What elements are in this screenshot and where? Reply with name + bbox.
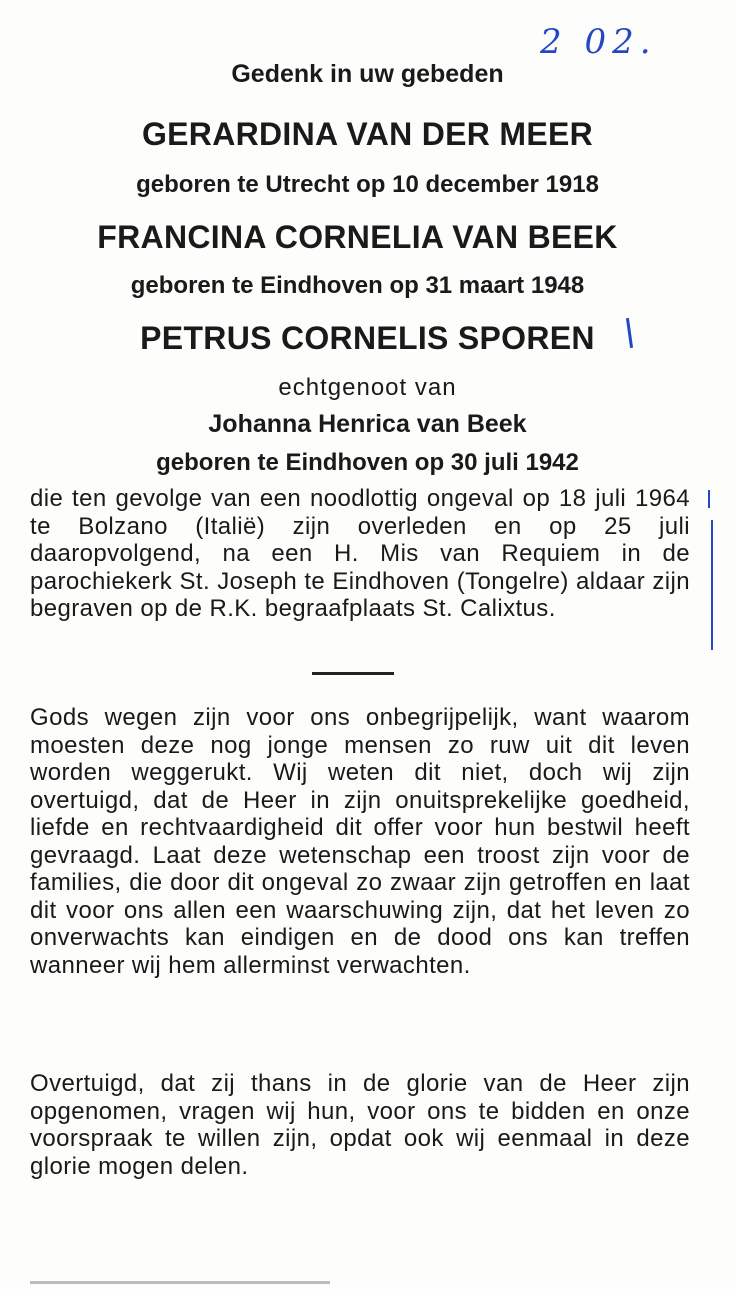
deceased-name-3: PETRUS CORNELIS SPOREN — [140, 320, 595, 356]
pen-mark — [708, 490, 710, 508]
intro-line: Gedenk in uw gebeden — [231, 60, 504, 88]
handwritten-note: 2 02. — [540, 22, 657, 62]
deceased-name-1: GERARDINA VAN DER MEER — [141, 116, 594, 152]
paragraph-reflection: Gods wegen zijn voor ons onbegrijpelijk, want waarom moesten deze nog jonge mensen zo ruw uit dit leven worden weggerukt. Wij weten dit niet, doch wij zijn overtuigd, dat de Heer in zijn onuitsprekelijke goedheid, liefde en rechtvaardigheid dit offer voor hun bestwil heeft gevraagd. Laat deze wetenschap een troost zijn voor de families, die door dit ongeval zo zwaar zijn getroffen en laat dit voor ons allen een waarschuwing zijn, dat het leven zo onverwachts kan eindigen en de dood ons kan treffen wanneer wij hem allerminst verwachten. — [30, 704, 690, 979]
pen-mark — [711, 520, 713, 650]
edge-line — [30, 1281, 330, 1284]
deceased-born-2: geboren te Eindhoven op 31 maart 1948 — [130, 272, 585, 299]
deceased-born-1: geboren te Utrecht op 10 december 1918 — [136, 171, 599, 198]
deceased-born-3: geboren te Eindhoven op 30 juli 1942 — [156, 449, 579, 476]
paragraph-death-notice: die ten gevolge van een noodlottig ongeval op 18 juli 1964 te Bolzano (Italië) zijn overleden en op 25 juli daaropvolgend, na een H. Mis van Requiem in de parochiekerk St. Joseph te Eindhoven (Tongelre) aldaar zijn begraven op de R.K. begraafplaats St. Calixtus. — [30, 485, 690, 623]
divider — [312, 672, 394, 675]
spouse-label: echtgenoot van — [278, 374, 457, 401]
spouse-name: Johanna Henrica van Beek — [208, 410, 527, 438]
paragraph-prayer: Overtuigd, dat zij thans in de glorie van de Heer zijn opgenomen, vragen wij hun, voor ons te bidden en onze voorspraak te willen zijn, opdat ook wij eenmaal in deze glorie mogen delen. — [30, 1070, 690, 1180]
deceased-name-2: FRANCINA CORNELIA VAN BEEK — [97, 219, 618, 255]
